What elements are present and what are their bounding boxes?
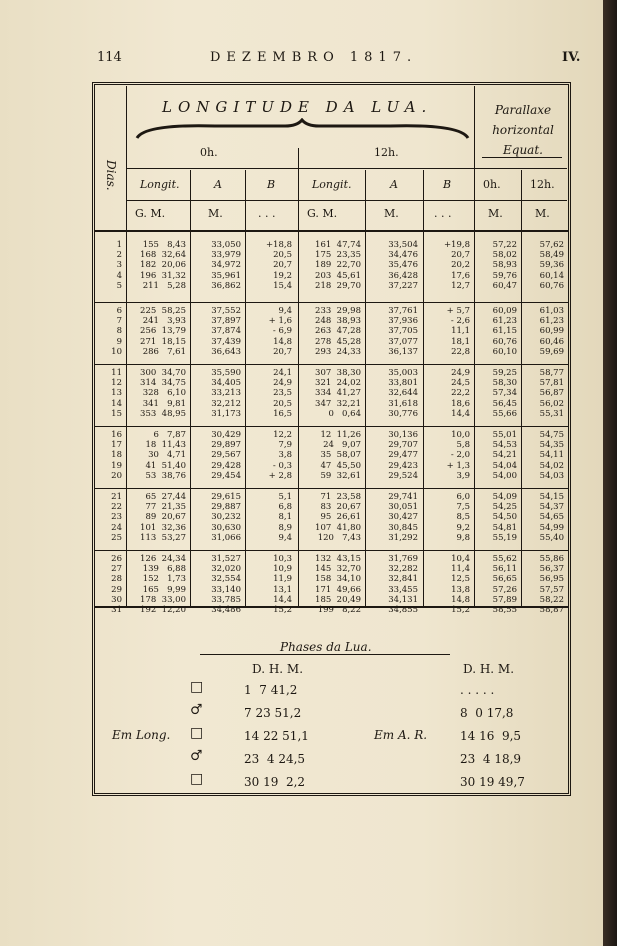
- col-a-0h: A: [214, 178, 222, 191]
- parallax-title: [488, 100, 558, 160]
- group-3-longit0: 300 34,70 314 34,75 328 6,10 341 9,81 353 48,95: [140, 368, 186, 419]
- phase-symbol-5: □: [190, 771, 204, 787]
- group-3-longit12: 307 38,30 321 24,02 334 41,27 347 32,21 0 0,64: [315, 368, 361, 419]
- group-5-par12: 54,15 54,37 54,65 54,99 55,40: [539, 492, 564, 543]
- group-5-a12: 29,741 30,051 30,427 30,845 31,292: [388, 492, 418, 543]
- group-1-a0: 33,050 33,979 34,972 35,961 36,862: [211, 240, 241, 291]
- days-label: Dias.: [104, 160, 118, 191]
- unit-par-12h: M.: [535, 207, 550, 220]
- phase-symbol-1: □: [190, 679, 204, 695]
- group-5-longit12: 71 23,58 83 20,67 95 26,61 107 41,80 120 7,43: [315, 492, 361, 543]
- longitude-title: LONGITUDE DA LUA.: [162, 98, 433, 116]
- rule-col7: [521, 170, 522, 606]
- group-4-days: 16 17 18 19 20: [111, 430, 122, 481]
- unit-b-12h: . . .: [434, 207, 452, 220]
- phases-underline: [200, 654, 450, 655]
- group-1-days: 1 2 3 4 5: [116, 240, 122, 291]
- group-4-longit0: 6 7,87 18 11,43 30 4,71 41 51,40 53 38,76: [145, 430, 186, 481]
- group-4-par0: 55,01 54,53 54,21 54,04 54,00: [492, 430, 517, 481]
- rule-col6: [474, 86, 475, 606]
- group-1-b0: +18,8 20,5 20,7 19,2 15,4: [265, 240, 292, 291]
- group-6-b0: 10,3 10,9 11,9 13,1 14,4 15,2: [273, 554, 292, 616]
- group-4-longit12: 12 11,26 24 9,07 35 58,07 47 45,50 59 32,61: [320, 430, 361, 481]
- rule-days: [126, 86, 127, 606]
- group-3-a0: 35,590 34,405 33,213 32,212 31,173: [211, 368, 241, 419]
- parallax-underline: [482, 157, 562, 158]
- phase-left-value-2: 7 23 51,2: [244, 706, 302, 720]
- col-a-12h: A: [390, 178, 398, 191]
- parallax-title-line1: Parallaxe: [494, 103, 552, 117]
- group-2-days: 6 7 8 9 10: [111, 306, 122, 357]
- phase-right-value-5: 30 19 49,7: [460, 775, 525, 789]
- group-5-a0: 29,615 29,887 30,232 30,630 31,066: [211, 492, 241, 543]
- group-2-a0: 37,552 37,897 37,874 37,439 36,643: [211, 306, 241, 357]
- phase-right-value-3: 14 16 9,5: [460, 729, 522, 743]
- unit-par-0h: M.: [488, 207, 503, 220]
- group-5-days: 21 22 23 24 25: [111, 492, 122, 543]
- phase-right-value-2: 8 0 17,8: [460, 706, 514, 720]
- phase-left-value-1: 1 7 41,2: [244, 683, 298, 697]
- group-6-par0: 55,62 56,11 56,65 57,26 57,89 58,55: [492, 554, 517, 616]
- rule-g3: [95, 426, 568, 427]
- group-4-b12: 10,0 5,8 - 2,0 + 1,3 3,9: [446, 430, 470, 481]
- parallax-title-line2: horizontal: [492, 123, 554, 137]
- group-2-par0: 60,09 61,23 61,15 60,76 60,10: [492, 306, 517, 357]
- group-2-b0: 9,4 + 1,6 - 6,9 14,8 20,7: [268, 306, 292, 357]
- group-3-b0: 24,1 24,9 23,5 20,5 16,5: [273, 368, 292, 419]
- group-6-a0: 31,527 32,020 32,554 33,140 33,785 34,486: [211, 554, 241, 616]
- parallax-title-line3: Equat.: [503, 143, 543, 157]
- phase-symbol-3: □: [190, 725, 204, 741]
- group-1-longit0: 155 8,43 168 32,64 182 20,06 196 31,32 211 5,28: [140, 240, 186, 291]
- rule-h3: [95, 230, 568, 232]
- rule-col3: [298, 148, 299, 606]
- col-longit-12h: Longit.: [312, 178, 352, 191]
- col-b-0h: B: [267, 178, 276, 191]
- rule-col4: [365, 170, 366, 606]
- rule-g2: [95, 364, 568, 365]
- group-1-b12: +19,8 20,7 20,2 17,6 12,7: [443, 240, 470, 291]
- rule-col5: [423, 170, 424, 606]
- group-1-par12: 57,62 58,49 59,36 60,14 60,76: [539, 240, 564, 291]
- rule-g5: [95, 550, 568, 551]
- col-longit-0h: Longit.: [140, 178, 180, 191]
- group-4-par12: 54,75 54,35 54,11 54,02 54,03: [539, 430, 564, 481]
- phase-left-value-3: 14 22 51,1: [244, 729, 309, 743]
- phases-dhm-header: D. H. M.: [252, 662, 304, 676]
- phase-right-value-1: . . . . .: [460, 683, 495, 697]
- group-3-b12: 24,9 24,5 22,2 18,6 14,4: [451, 368, 470, 419]
- group-4-a0: 30,429 29,897 29,567 29,428 29,454: [211, 430, 241, 481]
- group-2-b12: + 5,7 - 2,6 11,1 18,1 22,8: [446, 306, 470, 357]
- phases-dhm-header-right: D. H. M.: [463, 662, 515, 676]
- unit-longit-0h: G. M.: [135, 207, 166, 220]
- group-1-a12: 33,504 34,476 35,476 36,428 37,227: [388, 240, 418, 291]
- rule-g4: [95, 488, 568, 489]
- rule-col2: [245, 170, 246, 606]
- phase-left-value-5: 30 19 2,2: [244, 775, 306, 789]
- group-1-longit12: 161 47,74 175 23,35 189 22,70 203 45,61 218 29,70: [315, 240, 361, 291]
- unit-longit-12h: G. M.: [307, 207, 338, 220]
- group-6-a12: 31,769 32,282 32,841 33,455 34,131 34,855: [388, 554, 418, 616]
- group-1-par0: 57,22 58,02 58,93 59,76 60,47: [492, 240, 517, 291]
- group-5-b12: 6,0 7,5 8,5 9,2 9,8: [456, 492, 470, 543]
- col-parallax-12h: 12h.: [530, 178, 555, 191]
- brace-ornament: [135, 118, 470, 142]
- phases-title: Phases da Lua.: [280, 640, 372, 654]
- unit-a-12h: M.: [384, 207, 399, 220]
- group-6-b12: 10,4 11,4 12,5 13,8 14,8 15,2: [451, 554, 470, 616]
- group-4-a12: 30,136 29,707 29,477 29,423 29,524: [388, 430, 418, 481]
- group-3-a12: 35,003 33,801 32,644 31,618 30,776: [388, 368, 418, 419]
- volume-number: IV.: [562, 50, 581, 65]
- group-3-days: 11 12 13 14 15: [111, 368, 122, 419]
- em-ar-label: Em A. R.: [374, 728, 428, 742]
- unit-a-0h: M.: [208, 207, 223, 220]
- group-6-longit0: 126 24,34 139 6,88 152 1,73 165 9,99 178 33,00 192 12,20: [140, 554, 186, 616]
- group-6-longit12: 132 43,15 145 32,70 158 34,10 171 49,66 185 20,49 199 8,22: [315, 554, 361, 616]
- phase-symbol-4: ♂: [190, 748, 203, 764]
- hour-12-label: 12h.: [374, 146, 399, 159]
- rule-h2: [126, 200, 567, 201]
- book-spine: [603, 0, 617, 946]
- unit-b-0h: . . .: [258, 207, 276, 220]
- hour-0-label: 0h.: [200, 146, 218, 159]
- group-5-par0: 54,09 54,25 54,50 54,81 55,19: [492, 492, 517, 543]
- col-b-12h: B: [443, 178, 452, 191]
- page-title: DEZEMBRO 1817.: [210, 50, 418, 65]
- group-6-days: 26 27 28 29 30 31: [111, 554, 122, 616]
- col-parallax-0h: 0h.: [483, 178, 501, 191]
- em-long-label: Em Long.: [112, 728, 171, 742]
- group-6-par12: 55,86 56,37 56,95 57,57 58,22 58,87: [539, 554, 564, 616]
- rule-g1: [95, 302, 568, 303]
- page-number: 114: [97, 50, 122, 65]
- phase-symbol-2: ♂: [190, 702, 203, 718]
- rule-h1: [126, 168, 567, 169]
- group-3-par12: 58,77 57,81 56,87 56,02 55,31: [539, 368, 564, 419]
- phase-left-value-4: 23 4 24,5: [244, 752, 306, 766]
- group-3-par0: 59,25 58,30 57,34 56,45 55,66: [492, 368, 517, 419]
- group-5-longit0: 65 27,44 77 21,35 89 20,67 101 32,36 113 53,27: [140, 492, 186, 543]
- group-2-a12: 37,761 37,936 37,705 37,077 36,137: [388, 306, 418, 357]
- group-2-par12: 61,03 61,23 60,99 60,46 59,69: [539, 306, 564, 357]
- rule-col1: [190, 170, 191, 606]
- group-2-longit12: 233 29,98 248 38,93 263 47,28 278 45,28 293 24,33: [315, 306, 361, 357]
- group-5-b0: 5,1 6,8 8,1 8,9 9,4: [278, 492, 292, 543]
- phase-right-value-4: 23 4 18,9: [460, 752, 522, 766]
- group-2-longit0: 225 58,25 241 3,93 256 13,79 271 18,15 286 7,61: [140, 306, 186, 357]
- group-4-b0: 12,2 7,9 3,8 - 0,3 + 2,8: [268, 430, 292, 481]
